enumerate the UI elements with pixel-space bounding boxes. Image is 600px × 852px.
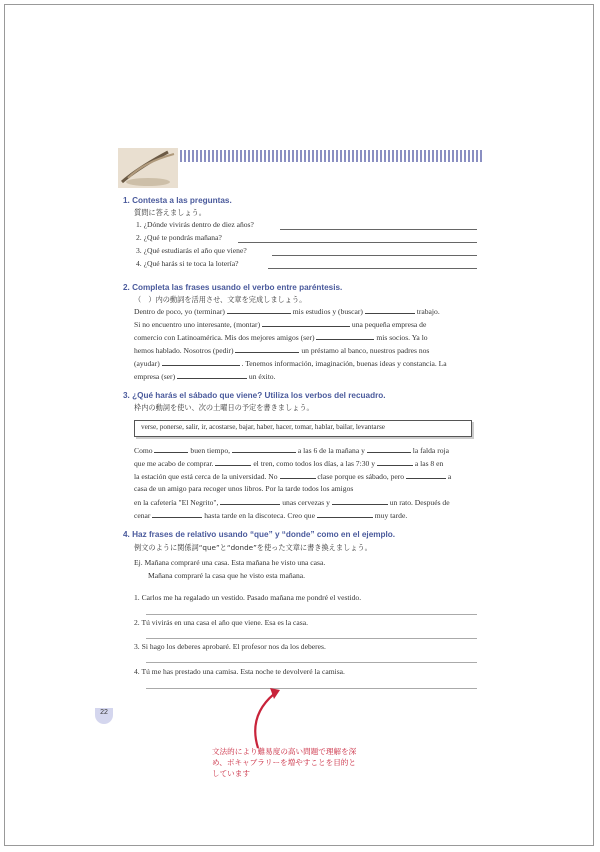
ex3-line-3c: a [447,472,452,481]
exercise-4-title: 4. Haz frases de relativo usando “que” y “donde” como en el ejemplo. [123,530,396,539]
ex2-line-6b: un éxito. [248,372,276,381]
ex3-line-1b: buen tiempo, [190,446,231,455]
ex2-line-4 [134,344,429,357]
ex4-item-3: 3. Si hago los deberes aprobaré. El profesor nos da los deberes. [134,642,326,651]
ex2-line-2a: Si no encuentro uno interesante, (montar) [134,320,261,329]
ex3-line-3b: clase porque es sábado, pero [317,472,405,481]
answer-line-3[interactable] [272,255,477,256]
ex2-blank-5[interactable] [235,344,299,353]
ex3-line-5 [134,496,450,509]
ex4-item-1: 1. Carlos me ha regalado un vestido. Pasado mañana me pondré el vestido. [134,593,362,602]
ex3-blank-7[interactable] [406,470,446,479]
ex2-line-1b: mis estudios y (buscar) [292,307,363,316]
ex2-line-4b: un préstamo al banco, nuestros padres nos [301,346,430,355]
ex2-line-5a: (ayudar) [134,359,160,368]
ex2-line-2 [134,318,426,331]
ex2-line-5 [134,357,447,370]
exercise-2-title: 2. Completa las frases usando el verbo entre paréntesis. [123,283,343,292]
question-1: 1. ¿Dónde vivirás dentro de diez años? [136,220,254,229]
ex2-line-1c: trabajo. [416,307,440,316]
ex3-blank-1[interactable] [154,444,188,453]
question-3: 3. ¿Qué estudiarás el año que viene? [136,246,247,255]
ex3-blank-8[interactable] [220,496,280,505]
ex4-answer-line-4[interactable] [146,688,477,689]
ex3-line-4 [134,483,353,495]
ex4-answer-line-3[interactable] [146,662,477,663]
answer-line-2[interactable] [238,242,477,243]
ex3-line-5b: unas cervezas y [282,498,330,507]
ex4-answer-line-2[interactable] [146,638,477,639]
ex4-item-2: 2. Tú vivirás en una casa el año que viene. Esa es la casa. [134,618,309,627]
ex2-line-6 [134,370,276,383]
exercise-4-instruction: 例文のように関係詞“que”と“donde”を使った文章に書き換えましょう。 [134,543,372,552]
quill-pen-icon [118,148,178,188]
ex2-line-3 [134,331,428,344]
example-answer: Mañana compraré la casa que he visto esta mañana. [148,571,306,580]
ex2-line-2b: una pequeña empresa de [351,320,427,329]
page-number: 22 [95,708,113,724]
ex3-line-1a: Como [134,446,153,455]
ex2-blank-7[interactable] [177,370,247,379]
ex3-line-3 [134,470,451,483]
answer-line-4[interactable] [268,268,477,269]
ex3-blank-6[interactable] [280,470,316,479]
exercise-3-title: 3. ¿Qué harás el sábado que viene? Utiliza los verbos del recuadro. [123,391,386,400]
ex3-line-6a: cenar [134,511,151,520]
ex3-line-1 [134,444,449,457]
ex3-line-6c: muy tarde. [374,511,408,520]
ex4-answer-line-1[interactable] [146,614,477,615]
annotation-note: 文法的により難易度の高い問題で理解を深め、ボキャブラリーを増やすことを目的としています [212,747,357,778]
exercise-2-instruction: （ ）内の動詞を活用させ、文章を完成しましょう。 [134,295,307,304]
ex3-line-2a: que me acabo de comprar. [134,459,214,468]
exercise-1-title: 1. Contesta a las preguntas. [123,196,232,205]
ex2-line-4a: hemos hablado. Nosotros (pedir) [134,346,234,355]
ex3-blank-5[interactable] [377,457,413,466]
ex2-line-1a: Dentro de poco, yo (terminar) [134,307,225,316]
ex3-line-2b: el tren, como todos los días, a las 7:30 y [253,459,376,468]
ex3-line-3a: la estación que está cerca de la universidad. No [134,472,278,481]
verb-box [134,420,472,437]
ex2-blank-1[interactable] [227,305,291,314]
ex3-line-2 [134,457,443,470]
ex2-line-1 [134,305,440,318]
ex2-blank-3[interactable] [262,318,350,327]
ex2-blank-4[interactable] [316,331,374,340]
question-2: 2. ¿Qué te pondrás mañana? [136,233,222,242]
verb-box-words: verse, ponerse, salir, ir, acostarse, bajar, haber, hacer, tomar, hablar, bailar, levantarse [141,423,385,431]
ex3-line-6 [134,509,407,522]
ex3-line-4: casa de un amigo para recoger unos libros. Por la tarde todos los amigos [134,484,354,493]
ex2-line-3a: comercio con Latinoamérica. Mis dos mejores amigos (ser) [134,333,315,342]
ex3-line-1d: la falda roja [412,446,449,455]
ex3-blank-2[interactable] [232,444,296,453]
ex3-line-2c: a las 8 en [414,459,444,468]
ex3-blank-4[interactable] [215,457,251,466]
ex2-line-6a: empresa (ser) [134,372,176,381]
ex3-blank-3[interactable] [367,444,411,453]
example-sentence: Ej. Mañana compraré una casa. Esta mañana he visto una casa. [134,558,326,567]
ex3-line-5a: en la cafetería "El Negrito", [134,498,219,507]
ex3-blank-11[interactable] [317,509,373,518]
ex2-line-5b: . Tenemos información, imaginación, buenas ideas y constancia. La [241,359,447,368]
ex2-line-3b: mis socios. Ya lo [376,333,428,342]
annotation-arrow-icon [240,682,290,752]
ex3-line-1c: a las 6 de la mañana y [297,446,365,455]
exercise-1-instruction: 質問に答えましょう。 [134,208,206,217]
ex3-blank-9[interactable] [332,496,388,505]
exercise-3-instruction: 枠内の動詞を使い、次の土曜日の予定を書きましょう。 [134,403,314,412]
header-stripe [180,150,482,162]
ex3-blank-10[interactable] [152,509,202,518]
ex3-line-5c: un rato. Después de [389,498,450,507]
question-4: 4. ¿Qué harás si te toca la lotería? [136,259,239,268]
ex2-blank-2[interactable] [365,305,415,314]
answer-line-1[interactable] [280,229,477,230]
ex3-line-6b: hasta tarde en la discoteca. Creo que [204,511,315,520]
ex2-blank-6[interactable] [162,357,240,366]
ex4-item-4: 4. Tú me has prestado una camisa. Esta noche te devolveré la camisa. [134,667,345,676]
